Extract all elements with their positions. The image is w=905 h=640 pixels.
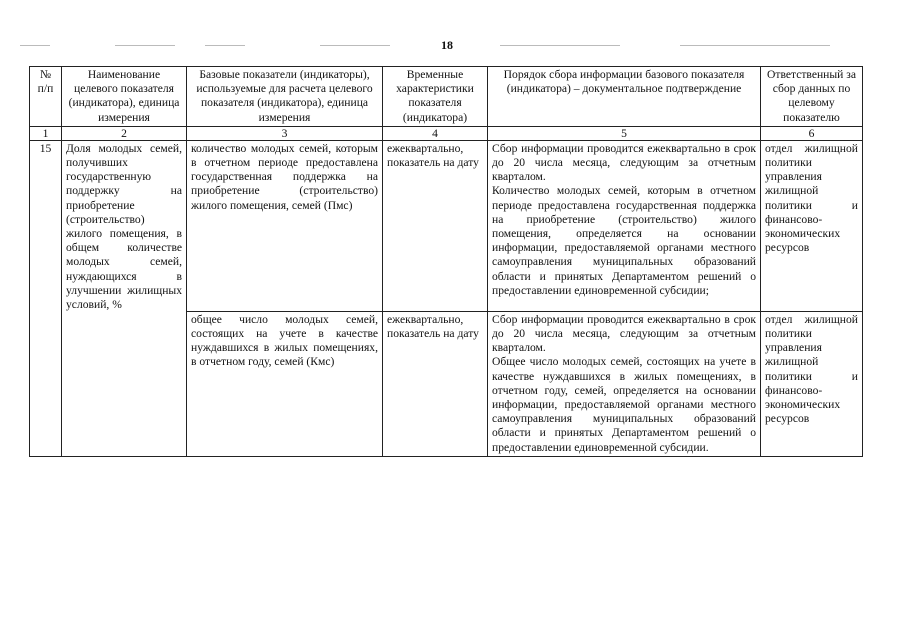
scan-artifact [680, 45, 830, 46]
procedure-text: Общее число молодых семей, состоящих на учете в качестве нуждавшихся в жилых помещениях, в отчетном году, семей, определяется на основании информации, предоставляемой органами местного самоуправления муниципальных образований области и принятых Департаментом решений о предоставлении единовременной субсидии. [492, 355, 756, 454]
column-number: 1 [30, 126, 62, 140]
responsible-cell: отдел жилищной политики управления жилищной политики и финансово-экономических ресурсов [761, 311, 863, 456]
page-number: 18 [441, 38, 453, 52]
header-procedure: Порядок сбора информации базового показателя (индикатора) – документальное подтверждение [488, 67, 761, 127]
table-row [30, 140, 863, 311]
row-number: 15 [30, 140, 62, 456]
header-num: № п/п [30, 67, 62, 127]
header-responsible: Ответственный за сбор данных по целевому показателю [761, 67, 863, 127]
header-base: Базовые показатели (индикаторы), используемые для расчета целевого показателя (индикатора), единица измерения [187, 67, 383, 127]
procedure-cell [488, 140, 761, 311]
procedure-cell [488, 311, 761, 456]
procedure-text: Сбор информации проводится ежеквартально в срок до 20 числа месяца, следующим за отчетным кварталом. [492, 312, 756, 355]
indicators-table [29, 66, 863, 457]
scan-artifact [20, 45, 50, 46]
table-header-row [30, 67, 863, 127]
procedure-text: Сбор информации проводится ежеквартально в срок до 20 числа месяца, следующим за отчетным кварталом. [492, 141, 756, 184]
procedure-text: Количество молодых семей, которым в отчетном периоде предоставлена государственная поддержка на приобретение (строительство) жилого помещения, определяется на основании информации, предоставляемой органами местного самоуправления муниципальных образований области и принятых Департаментом решений о предоставлении единовременной субсидии; [492, 184, 756, 297]
column-number: 6 [761, 126, 863, 140]
column-number: 2 [62, 126, 187, 140]
column-number: 5 [488, 126, 761, 140]
timing-cell: ежеквартально, показатель на дату [383, 311, 488, 456]
timing-cell: ежеквартально, показатель на дату [383, 140, 488, 311]
column-number: 4 [383, 126, 488, 140]
column-number-row [30, 126, 863, 140]
base-indicator-cell: общее число молодых семей, состоящих на учете в качестве нуждавшихся в жилых помещениях, в отчетном году, семей (Кмс) [187, 311, 383, 456]
base-indicator-cell: количество молодых семей, которым в отчетном периоде предоставлена государственная поддержка на приобретение (строительство) жилого помещения, семей (Пмс) [187, 140, 383, 311]
scan-artifact [115, 45, 175, 46]
scan-artifact [320, 45, 390, 46]
responsible-cell: отдел жилищной политики управления жилищной политики и финансово-экономических ресурсов [761, 140, 863, 311]
header-indicator: Наименование целевого показателя (индикатора), единица измерения [62, 67, 187, 127]
indicator-cell: Доля молодых семей, получивших государственную поддержку на приобретение (строительство) жилого помещения, в общем количестве молодых семей, нуждающихся в улучшении жилищных условий, % [62, 140, 187, 456]
column-number: 3 [187, 126, 383, 140]
scan-artifact [500, 45, 620, 46]
scan-artifact [205, 45, 245, 46]
header-timing: Временные характеристики показателя (индикатора) [383, 67, 488, 127]
